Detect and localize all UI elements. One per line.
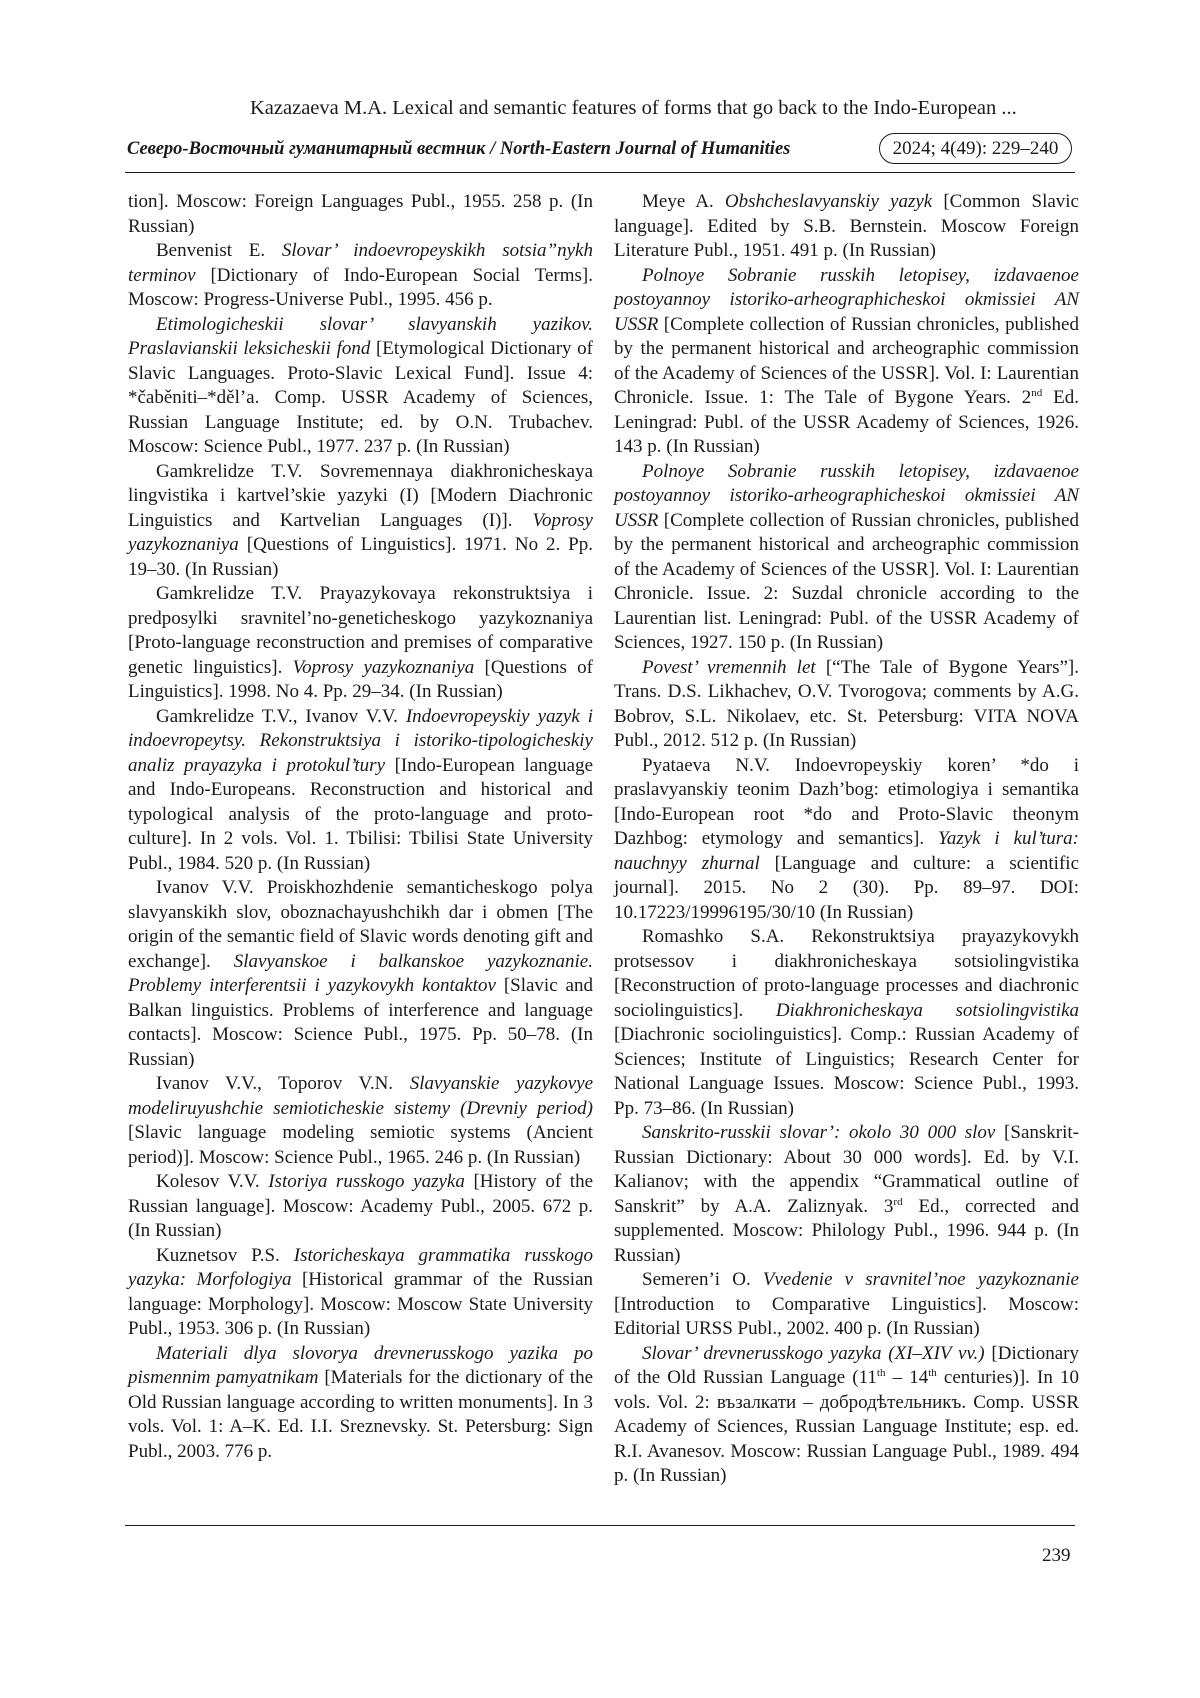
reference-title: Obshcheslavyanskiy yazyk [724, 191, 933, 212]
reference-entry [128, 190, 593, 239]
reference-text: [Dictionary of Indo-European Social Terms]. Moscow: Progress-Universe Publ., 1995. 456 p. [128, 264, 593, 310]
reference-entry [614, 460, 1079, 656]
reference-text: [Diachronic sociolinguistics]. Comp.: Russian Academy of Sciences; Institute of Linguistics; Research Center for National Language Issues. Moscow: Science Publ., 1993. Pp. 73–86. (In Russian) [614, 1024, 1079, 1119]
reference-text: Ed. Leningrad: Publ. of the USSR Academy of Sciences, 1926. 143 p. (In Russian) [614, 387, 1079, 457]
running-title: Kazazaeva M.A. Lexical and semantic features of forms that go back to the Indo-European ... [250, 97, 1017, 119]
reference-title: Indoevropeyskiy yazyk i indoevropeytsy. Rekonstruktsiya i istoriko-tipologicheskiy analiz prayazyka i protokul’tury [128, 705, 593, 776]
reference-text: tion]. Moscow: Foreign Languages Publ., 1955. 258 p. (In Russian) [128, 191, 593, 237]
reference-title: Etimologicheskii slovar’ slavyanskih yazikov. Praslavianskii leksicheskii fond [128, 313, 593, 359]
reference-text: – 14 [885, 1367, 929, 1388]
reference-title: Vvedenie v sravnitel’noe yazykoznanie [762, 1269, 1079, 1290]
ordinal-suffix: th [928, 1367, 937, 1379]
reference-text: [Materials for the dictionary of the Old Russian language according to written monuments]. In 3 vols. Vol. 1: A–K. Ed. I.I. Sreznevsky. St. Petersburg: Sign Publ., 2003. 776 p. [128, 1367, 593, 1462]
reference-text: Kuznetsov P.S. [156, 1244, 294, 1266]
reference-title: Slovar’ drevnerusskogo yazyka (XI–XIV vv.) [642, 1342, 985, 1364]
reference-text: Semeren’i O. [642, 1269, 763, 1290]
reference-text: Pyataeva N.V. Indoevropeyskiy koren’ *do i praslavyanskiy teonim Dazh’bog: etimologiya i semantika [Indo-European root *do and Proto-Slavic theonym Dazhbog: etymology and semantics]. [614, 754, 1079, 849]
reference-title: Slavyanskoe i balkanskoe yazykoznanie. Problemy interferentsii i yazykovykh kontaktov [128, 950, 593, 996]
reference-text: [Indo-European language and Indo-Europeans. Reconstruction and historical and typological analysis of the proto-language and proto-culture]. In 2 vols. Vol. 1. Tbilisi: Tbilisi State University Publ., 1984. 520 p. (In Russian) [128, 754, 593, 874]
reference-entry [614, 656, 1079, 754]
reference-text: Gamkrelidze T.V., Ivanov V.V. [156, 705, 406, 727]
reference-text: [“The Tale of Bygone Years”]. Trans. D.S. Likhachev, O.V. Tvorogova; comments by A.G. Bobrov, S.L. Nikolaev, etc. St. Petersburg: VITA NOVA Publ., 2012. 512 p. (In Russian) [614, 656, 1079, 751]
ordinal-suffix: nd [1031, 387, 1043, 399]
reference-entry [128, 1170, 593, 1244]
reference-text: Gamkrelidze T.V. Prayazykovaya rekonstruktsiya i predposylki sravnitel’no-geneticheskogo yazykoznaniya [Proto-language reconstruction and premises of comparative genetic linguistics]. [128, 583, 593, 678]
reference-text: [Questions of Linguistics]. 1971. No 2. Pp. 19–30. (In Russian) [128, 534, 593, 580]
reference-entry [128, 705, 593, 877]
reference-title: Polnoye Sobranie russkih letopisey, izdavaenoe postoyannoy istoriko-arheographicheskoi okmissiei AN USSR [614, 460, 1079, 531]
reference-text: [Common Slavic language]. Edited by S.B. Bernstein. Moscow Foreign Literature Publ., 1951. 491 p. (In Russian) [614, 191, 1079, 261]
reference-title: Voprosy yazykoznaniya [128, 509, 593, 555]
reference-entry [128, 1072, 593, 1170]
reference-entry [614, 754, 1079, 926]
footer-rule [125, 1525, 1075, 1526]
reference-text: [Historical grammar of the Russian language: Morphology]. Moscow: Moscow State University Publ., 1953. 306 p. (In Russian) [128, 1269, 594, 1339]
reference-text: [Complete collection of Russian chronicles, published by the permanent historical and archeographic commission of the Academy of Sciences of the USSR]. Vol. I: Laurentian Chronicle. Issue. 2: Suzdal chronicle according to the Laurentian list. Leningrad: Publ. of the USSR Academy of Sciences, 1927. 150 p. (In Russian) [614, 509, 1079, 653]
reference-text: [Etymological Dictionary of Slavic Languages. Proto-Slavic Lexical Fund]. Issue 4: *čaběniti–*děl’a. Comp. USSR Academy of Sciences, Russian Language Institute; ed. by O.N. Trubachev. Moscow: Science Publ., 1977. 237 p. (In Russian) [128, 338, 593, 457]
issue-badge: 2024; 4(49): 229–240 [879, 133, 1072, 164]
page-number: 239 [1042, 1545, 1071, 1566]
reference-title: Povest’ vremennih let [642, 656, 816, 678]
reference-entry [128, 1342, 593, 1465]
reference-text: Ivanov V.V. Proiskhozhdenie semanticheskogo polya slavyanskikh slov, oboznachayushchikh dar i obmen [The origin of the semantic field of Slavic words denoting gift and exchange]. [128, 877, 593, 972]
reference-text: [Slavic and Balkan linguistics. Problems of interference and language contacts]. Moscow: Science Publ., 1975. Pp. 50–78. (In Russian) [128, 975, 593, 1070]
reference-title: Voprosy yazykoznaniya [292, 656, 475, 678]
reference-entry [128, 1244, 593, 1342]
reference-text: Ivanov V.V., Toporov V.N. [156, 1073, 410, 1094]
reference-title: Slovar’ indoevropeyskikh sotsia”nykh terminov [128, 240, 593, 286]
reference-entry [614, 925, 1079, 1121]
reference-entry [128, 313, 593, 460]
reference-text: Gamkrelidze T.V. Sovremennaya diakhronicheskaya lingvistika i kartvel’skie yazyki (I) [Modern Diachronic Linguistics and Kartvelian Languages (I)]. [128, 460, 593, 531]
reference-entry [128, 876, 593, 1072]
reference-entry [128, 582, 593, 705]
reference-entry [128, 239, 593, 313]
ordinal-suffix: rd [893, 1195, 903, 1208]
header-rule [125, 172, 1075, 173]
reference-entry [614, 264, 1079, 460]
reference-text: Ed., corrected and supplemented. Moscow: Philology Publ., 1996. 944 p. (In Russian) [614, 1195, 1079, 1266]
reference-text: [Slavic language modeling semiotic systems (Ancient period)]. Moscow: Science Publ., 1965. 246 p. (In Russian) [128, 1122, 593, 1168]
reference-text: Benvenist E. [156, 240, 282, 261]
reference-text: [Language and culture: a scientific journal]. 2015. No 2 (30). Pp. 89–97. DOI: 10.17223/19996195/30/10 (In Russian) [614, 852, 1079, 923]
journal-title: Северо-Восточный гуманитарный вестник / North-Eastern Journal of Humanities [127, 139, 791, 159]
reference-text: Meye A. [642, 191, 725, 212]
references-right-column [614, 190, 1079, 1489]
reference-title: Istoricheskaya grammatika russkogo yazyka: Morfologiya [128, 1244, 593, 1290]
reference-text: [History of the Russian language]. Moscow: Academy Publ., 2005. 672 p. (In Russian) [128, 1171, 593, 1241]
reference-title: Materiali dlya slovorya drevnerusskogo yazika po pismennim pamyatnikam [128, 1342, 593, 1388]
reference-text: [Complete collection of Russian chronicles, published by the permanent historical and archeographic commission of the Academy of Sciences of the USSR]. Vol. I: Laurentian Chronicle. Issue. 1: The Tale of Bygone Years. 2 [614, 313, 1079, 408]
reference-entry [128, 460, 593, 583]
reference-text: Romashko S.A. Rekonstruktsiya prayazykovykh protsessov i diakhronicheskaya sotsiolingvistika [Reconstruction of proto-language processes and diachronic sociolinguistics]. [614, 926, 1079, 1021]
references-left-column [128, 190, 593, 1464]
reference-text: [Questions of Linguistics]. 1998. No 4. Pp. 29–34. (In Russian) [128, 656, 593, 702]
reference-title: Polnoye Sobranie russkih letopisey, izdavaenoe postoyannoy istoriko-arheographicheskoi okmissiei AN USSR [614, 264, 1079, 335]
reference-title: Istoriya russkogo yazyka [268, 1171, 465, 1192]
reference-text: Kolesov V.V. [156, 1171, 269, 1192]
reference-text: [Sanskrit-Russian Dictionary: About 30 000 words]. Ed. by V.I. Kalianov; with the appendix “Grammatical outline of Sanskrit” by A.A. Zaliznyak. 3 [614, 1122, 1079, 1217]
ordinal-suffix: th [876, 1367, 886, 1379]
reference-entry [614, 1342, 1079, 1489]
reference-entry [614, 1268, 1079, 1342]
reference-text: [Dictionary of the Old Russian Language (11 [614, 1342, 1079, 1388]
reference-entry [614, 190, 1079, 264]
reference-text: centuries)]. In 10 vols. Vol. 2: възалкати – добродѣтельникъ. Comp. USSR Academy of Sciences, Russian Language Institute; esp. ed. R.I. Avanesov. Moscow: Russian Language Publ., 1989. 494 p. (In Russian) [614, 1367, 1080, 1486]
reference-entry [614, 1121, 1079, 1268]
reference-title: Diakhronicheskaya sotsiolingvistika [775, 999, 1079, 1021]
reference-title: Yazyk i kul’tura: nauchnyy zhurnal [614, 828, 1080, 874]
reference-title: Sanskrito-russkii slovar’: okolo 30 000 slov [642, 1122, 996, 1143]
reference-title: Slavyanskie yazykovye modeliruyushchie semioticheskie sistemy (Drevniy period) [128, 1073, 594, 1119]
reference-text: [Introduction to Comparative Linguistics]. Moscow: Editorial URSS Publ., 2002. 400 p. (In Russian) [614, 1293, 1079, 1339]
